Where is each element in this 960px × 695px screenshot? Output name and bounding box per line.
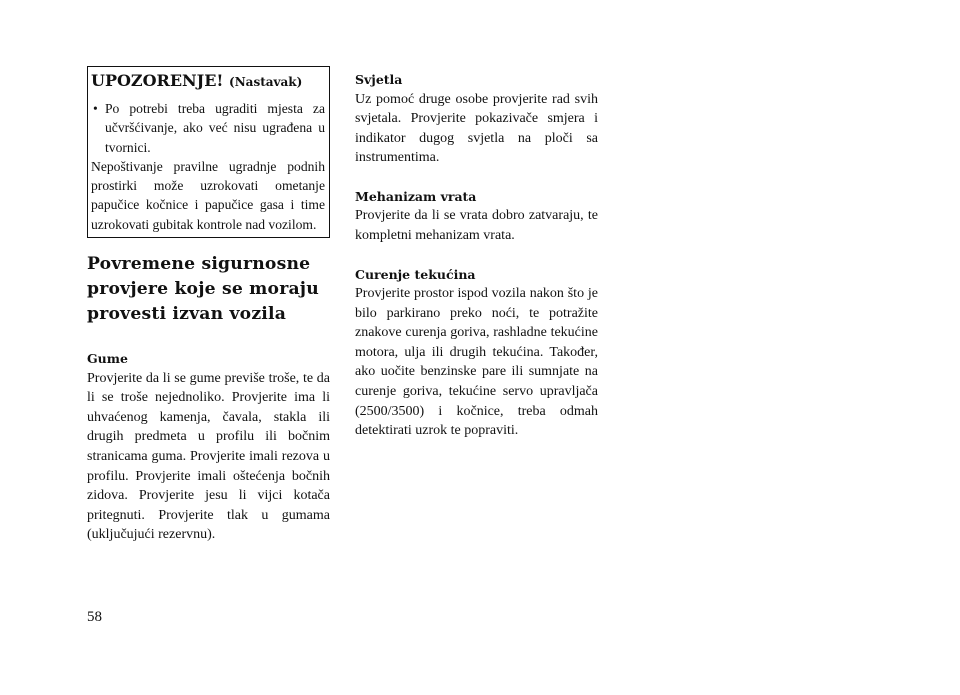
spacer [355,246,598,265]
section-heading-line-2: provjere koje se moraju [87,279,319,300]
warning-text: Nepoštivanje pravilne ugradnje podnih prostirki može uzrokovati ometanje papučice kočnice i papučice gasa i time uzrokovati gubitak kontrole nad vozilom. [91,158,325,232]
lights-text: Uz pomoć druge osobe provjerite rad svih svjetala. Provjerite pokazivače smjera i indikator dugog svjetla na ploči sa instrumentima. [355,91,598,166]
warning-bullet: • Po potrebi treba ugraditi mjesta za učvršćivanje, ako već nisu ugrađena u tvornici. [91,99,325,157]
section-heading-line-1: Povremene sigurnosne [87,254,311,275]
page-number: 58 [87,609,102,625]
warning-title-text: UPOZORENJE! [91,71,224,90]
door-latches-heading: Mehanizam vrata [355,188,477,204]
right-column [355,70,598,441]
tires-heading: Gume [87,351,128,367]
spacer [355,168,598,187]
left-column [87,66,330,545]
section-heading-line-3: provesti izvan vozila [87,304,287,325]
fluid-leaks-heading: Curenje tekućina [355,266,476,282]
lights-heading: Svjetla [355,72,403,87]
warning-title [91,72,325,91]
warning-box [87,66,330,238]
fluid-leaks-text: Provjerite prostor ispod vozila nakon što je bilo parkirano preko noći, te potražite znakove curenja goriva, rashladne tekućine motora, ulja ili drugih tekućina. Također, ako uočite benzinske pare ili sumnjate na curenje goriva, tekućine servo upravljača (2500/3500) i kočnice, treba odmah detektirati uzrok te popraviti. [355,286,598,439]
section-heading [87,252,330,327]
warning-title-sub: (Nastavak) [229,75,303,89]
tires-text: Provjerite da li se gume previše troše, te da li se troše nejednoliko. Provjerite ima li uhvaćenog kamenja, čavala, stakla ili drugih predmeta u profilu ili bočnim stranicama guma. Provjerite imali rezova u profilu. Provjerite imali oštećenja bočnih zidova. Provjerite jesu li vijci kotača pritegnuti. Provjerite tlak u gumama (uključujući rezervnu). [87,370,330,543]
door-latches-text: Provjerite da li se vrata dobro zatvaraju, te kompletni mehanizam vrata. [355,208,598,243]
